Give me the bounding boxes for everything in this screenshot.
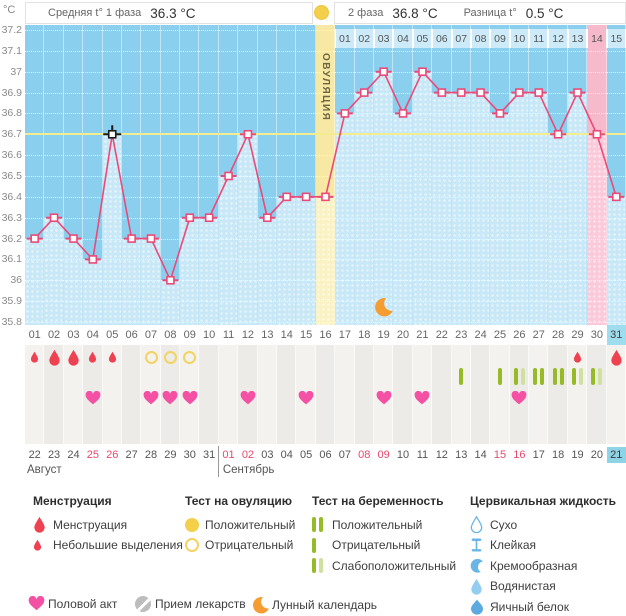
chart-day-number[interactable]: 01 (28, 329, 41, 341)
pregnancy-test-negative-icon (490, 364, 509, 388)
diff-label: Разница t° (463, 7, 517, 19)
calendar-day[interactable]: 12 (435, 449, 448, 461)
legend-item-label: Прием лекарств (155, 597, 246, 611)
grid-column (335, 345, 354, 444)
legend-item-label: Небольшие выделения (53, 538, 183, 552)
calendar-day[interactable]: 01 (222, 449, 235, 461)
drop-small-icon (33, 539, 53, 551)
menstruation-small-icon (83, 345, 102, 369)
data-point[interactable] (322, 193, 329, 200)
menstruation-big-icon (64, 345, 83, 369)
chart-day-number[interactable]: 15 (299, 329, 313, 341)
phase2-day-cell[interactable]: 03 (374, 29, 393, 48)
menstruation-big-icon (607, 345, 626, 369)
menstruation-small-icon (103, 345, 122, 369)
chart-day-number[interactable]: 04 (86, 329, 99, 341)
chart-day-number[interactable]: 20 (396, 329, 410, 341)
phase2-day-cell[interactable]: 09 (490, 29, 509, 48)
moon-icon (252, 596, 272, 614)
chart-day-number[interactable]: 17 (338, 329, 351, 341)
y-tick-label: 37 (10, 65, 22, 78)
legend-item-label: Положительный (332, 517, 423, 532)
calendar-day[interactable]: 13 (455, 449, 468, 461)
ovulation-test-positive-icon (314, 5, 329, 20)
ovulation-test-negative-icon (180, 345, 199, 369)
legend-item (185, 538, 295, 553)
calendar-day[interactable]: 23 (47, 449, 61, 461)
y-tick-label: 36.1 (1, 253, 22, 266)
y-tick-label: 35.8 (1, 315, 22, 328)
calendar-day[interactable]: 16 (513, 449, 526, 461)
data-point[interactable] (380, 68, 387, 75)
chart-day-number[interactable]: 14 (280, 329, 293, 341)
data-point[interactable] (477, 89, 484, 96)
bbt-chart (25, 25, 626, 325)
legend-item-label: Отрицательный (332, 538, 421, 552)
grid-column (122, 345, 141, 444)
legend-group-title: Менструация (33, 494, 112, 508)
data-point[interactable] (593, 131, 600, 138)
calendar-day[interactable]: 07 (338, 449, 351, 461)
calendar-day[interactable]: 30 (183, 449, 196, 461)
intercourse-icon (413, 386, 432, 410)
chart-day-number[interactable]: 09 (183, 329, 196, 341)
legend-group (185, 494, 295, 558)
grid-column (548, 345, 567, 444)
y-tick-label: 36.9 (1, 86, 22, 99)
data-point[interactable] (51, 214, 58, 221)
menstruation-small-icon (25, 345, 44, 369)
month-label: Август (27, 464, 62, 476)
chart-day-number[interactable]: 30 (590, 329, 604, 341)
chart-day-number[interactable]: 24 (474, 329, 487, 341)
circle-filled-icon (185, 518, 205, 532)
phase1-label: Средняя t° 1 фаза (48, 7, 142, 19)
phase2-label: 2 фаза (348, 7, 384, 19)
legend-item (312, 517, 456, 532)
data-point[interactable] (419, 68, 426, 75)
data-point[interactable] (186, 214, 193, 221)
data-point[interactable] (70, 235, 77, 242)
legend-item-label: Клейкая (490, 538, 537, 552)
data-point[interactable] (613, 193, 620, 200)
data-point[interactable] (206, 214, 213, 221)
chart-day-number[interactable]: 10 (203, 329, 216, 341)
calendar-day[interactable]: 10 (396, 449, 410, 461)
chart-day-number[interactable]: 19 (377, 329, 390, 341)
phase2-value: 36.8 °C (392, 5, 438, 21)
grid-column (529, 345, 548, 444)
y-tick-label: 35.9 (1, 295, 22, 308)
legend-group-title: Тест на беременность (312, 494, 444, 508)
bar-one-icon (312, 538, 332, 553)
data-point[interactable] (244, 131, 251, 138)
pregnancy-test-weak-icon (568, 364, 587, 388)
fluid-dry-icon (470, 516, 490, 533)
calendar-day[interactable]: 15 (493, 449, 507, 461)
phase2-day-cell[interactable]: 02 (355, 29, 374, 48)
symptom-grid (25, 345, 626, 444)
calendar-day[interactable]: 19 (571, 449, 584, 461)
chart-day-number[interactable]: 26 (513, 329, 526, 341)
legend-group (33, 494, 183, 558)
intercourse-icon (141, 386, 160, 410)
calendar-day[interactable]: 24 (67, 449, 80, 461)
legend-group (312, 494, 456, 579)
calendar-day[interactable]: 31 (203, 449, 216, 461)
heart-icon (28, 596, 48, 611)
grid-column (355, 345, 374, 444)
y-axis-unit: °C (3, 4, 16, 16)
legend-group-title: Цервикальная жидкость (470, 494, 617, 508)
legend-item (33, 517, 183, 532)
grid-column (471, 345, 490, 444)
data-point[interactable] (458, 89, 465, 96)
menstruation-big-icon (44, 345, 63, 369)
legend-item (470, 579, 616, 594)
data-point[interactable] (31, 235, 38, 242)
chart-day-number[interactable]: 29 (571, 329, 584, 341)
chart-day-number[interactable]: 28 (552, 329, 565, 341)
legend-item (312, 558, 456, 573)
calendar-day[interactable]: 18 (552, 449, 565, 461)
calendar-day[interactable]: 27 (125, 449, 138, 461)
y-tick-label: 36.8 (1, 107, 22, 120)
legend-item (33, 538, 183, 553)
calendar-day[interactable]: 26 (106, 449, 119, 461)
legend-item-label: Яичный белок (490, 599, 569, 614)
pregnancy-test-positive-icon (548, 364, 567, 388)
month-label: Сентябрь (222, 464, 275, 476)
chart-day-number[interactable]: 11 (222, 329, 235, 341)
legend-item (470, 558, 616, 573)
calendar-day[interactable]: 09 (377, 449, 390, 461)
data-point[interactable] (148, 235, 155, 242)
chart-day-number[interactable]: 23 (455, 329, 468, 341)
grid-column (432, 345, 451, 444)
calendar-day[interactable]: 20 (590, 449, 604, 461)
calendar-day[interactable]: 14 (474, 449, 487, 461)
intercourse-icon (374, 386, 393, 410)
legend-group-title: Тест на овуляцию (185, 494, 292, 508)
y-tick-label: 36.5 (1, 169, 22, 182)
calendar-day[interactable]: 11 (416, 449, 429, 461)
legend-item-label: Слабоположительный (332, 558, 457, 573)
intercourse-icon (296, 386, 315, 410)
data-point[interactable] (283, 193, 290, 200)
legend-item (185, 517, 295, 532)
calendar-day[interactable]: 05 (299, 449, 313, 461)
grid-column (587, 345, 606, 444)
data-point[interactable] (496, 110, 503, 117)
calendar-day[interactable]: 22 (28, 449, 41, 461)
data-point[interactable] (303, 193, 310, 200)
legend-item (312, 538, 456, 553)
legend-item-label: Лунный календарь (272, 598, 378, 612)
data-point[interactable] (535, 89, 542, 96)
legend-item (135, 596, 246, 612)
data-point[interactable] (361, 89, 368, 96)
chart-day-number[interactable]: 21 (416, 329, 429, 341)
phase2-day-cell[interactable]: 12 (548, 29, 567, 48)
chart-day-number[interactable]: 02 (47, 329, 61, 341)
chart-day-number[interactable]: 06 (125, 329, 138, 341)
pregnancy-test-positive-icon (529, 364, 548, 388)
data-point[interactable] (167, 277, 174, 284)
phase2-day-cell[interactable]: 15 (607, 29, 626, 48)
data-point[interactable] (438, 89, 445, 96)
phase2-day-cell[interactable]: 10 (510, 29, 529, 48)
intercourse-icon (180, 386, 199, 410)
data-point[interactable] (400, 110, 407, 117)
phase2-day-cell[interactable]: 14 (587, 29, 606, 48)
calendar-day[interactable]: 06 (319, 449, 332, 461)
chart-day-number[interactable]: 27 (532, 329, 545, 341)
calendar-day[interactable]: 25 (86, 449, 99, 461)
phase2-day-cell[interactable]: 04 (393, 29, 412, 48)
chart-day-number[interactable]: 18 (358, 329, 371, 341)
data-point[interactable] (341, 110, 348, 117)
legend-item (252, 596, 377, 614)
bars-weak-icon (312, 558, 332, 573)
calendar-day[interactable]: 28 (144, 449, 158, 461)
legend-item-label: Сухо (490, 517, 518, 532)
chart-day-number[interactable]: 07 (144, 329, 158, 341)
phase2-day-cell[interactable]: 11 (529, 29, 548, 48)
data-point[interactable] (225, 172, 232, 179)
phase2-day-cell[interactable]: 01 (335, 29, 354, 48)
pregnancy-test-weak-icon (587, 364, 606, 388)
legend-item (28, 596, 117, 611)
diff-value: 0.5 °C (525, 5, 564, 21)
legend-group (470, 494, 616, 616)
chart-day-number[interactable]: 13 (261, 329, 274, 341)
y-tick-label: 36.3 (1, 211, 22, 224)
pregnancy-test-weak-icon (510, 364, 529, 388)
y-tick-label: 37.1 (1, 44, 22, 57)
fluid-watery-icon (470, 578, 490, 595)
data-point[interactable] (516, 89, 523, 96)
calendar-dates (25, 446, 626, 480)
grid-column (490, 345, 509, 444)
grid-column (316, 345, 335, 444)
y-tick-label: 36.4 (1, 190, 22, 203)
calendar-day[interactable]: 29 (164, 449, 177, 461)
calendar-day[interactable]: 02 (241, 449, 255, 461)
phase2-day-cell[interactable]: 07 (452, 29, 471, 48)
fluid-sticky-icon (470, 537, 490, 553)
pregnancy-test-negative-icon (452, 364, 471, 388)
y-tick-label: 36 (10, 274, 22, 287)
bars-two-icon (312, 517, 332, 532)
fluid-eggwhite-icon (470, 599, 490, 615)
intercourse-icon (161, 386, 180, 410)
drop-large-icon (33, 516, 53, 533)
phase1-value: 36.3 °C (150, 5, 196, 21)
phase1-summary (25, 2, 313, 24)
y-tick-label: 37.2 (1, 24, 22, 36)
ovulation-test-negative-icon (161, 345, 180, 369)
circle-outline-icon (185, 538, 205, 552)
grid-column (393, 345, 412, 444)
data-point[interactable] (555, 131, 562, 138)
chart-day-number[interactable]: 12 (241, 329, 255, 341)
legend-item-label: Положительный (205, 517, 296, 532)
fluid-creamy-icon (470, 558, 490, 573)
chart-day-number[interactable]: 03 (67, 329, 80, 341)
pill-icon (135, 596, 155, 612)
calendar-day[interactable]: 08 (358, 449, 371, 461)
legend-item-label: Кремообразная (490, 558, 578, 573)
chart-day-number[interactable]: 22 (435, 329, 448, 341)
data-point[interactable] (128, 235, 135, 242)
calendar-day[interactable]: 21 (607, 447, 626, 463)
legend-item-label: Отрицательный (205, 538, 294, 552)
y-tick-label: 36.2 (1, 232, 22, 245)
chart-day-number[interactable]: 31 (607, 325, 626, 345)
moon-calendar-icon (374, 297, 394, 322)
phase2-day-cell[interactable]: 05 (413, 29, 432, 48)
grid-column (199, 345, 218, 444)
intercourse-icon (510, 386, 529, 410)
legend-item (470, 599, 616, 614)
legend-item-label: Половой акт (48, 596, 118, 611)
phase2-day-cell[interactable]: 08 (471, 29, 490, 48)
data-point[interactable] (89, 256, 96, 263)
calendar-day[interactable]: 17 (532, 449, 545, 461)
ovulation-label: ОВУЛЯЦИЯ (319, 52, 331, 122)
grid-column (452, 345, 471, 444)
calendar-day[interactable]: 04 (280, 449, 293, 461)
legend-item (470, 538, 616, 553)
legend-item-label: Водянистая (490, 579, 556, 593)
intercourse-icon (83, 386, 102, 410)
chart-day-number[interactable]: 25 (493, 329, 507, 341)
legend-item (470, 517, 616, 532)
data-point[interactable] (574, 89, 581, 96)
phase2-day-cell[interactable]: 06 (432, 29, 451, 48)
grid-column (258, 345, 277, 444)
peak-data-point[interactable] (109, 131, 116, 138)
y-tick-label: 36.6 (1, 149, 22, 162)
intercourse-icon (238, 386, 257, 410)
y-tick-label: 36.7 (1, 128, 22, 141)
chart-day-number[interactable]: 16 (319, 329, 332, 341)
data-point[interactable] (264, 214, 271, 221)
legend-item-label: Менструация (53, 517, 128, 532)
phase2-summary (334, 2, 626, 24)
phase2-day-cell[interactable]: 13 (568, 29, 587, 48)
ovulation-test-negative-icon (141, 345, 160, 369)
chart-day-number[interactable]: 05 (106, 329, 119, 341)
grid-column (277, 345, 296, 444)
calendar-day[interactable]: 03 (261, 449, 274, 461)
grid-column (219, 345, 238, 444)
chart-day-number[interactable]: 08 (164, 329, 177, 341)
